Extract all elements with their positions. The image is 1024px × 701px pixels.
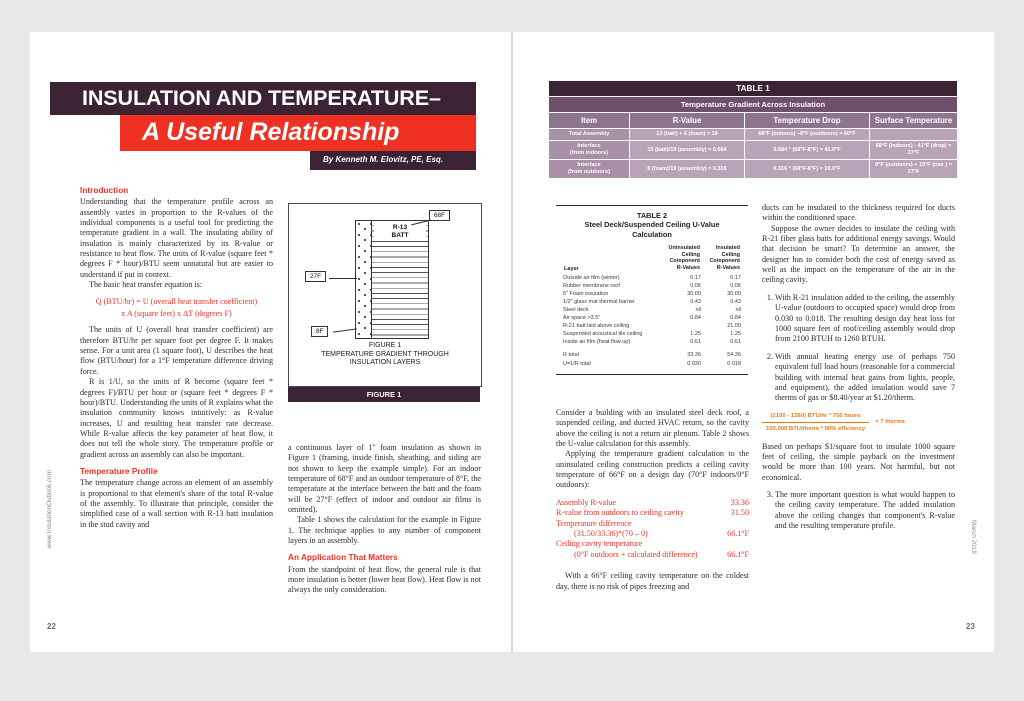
paragraph: The temperature change across an element of an assembly is proportional to that element's share of the total R-value of the assembly. To illustrate that principle, consider the simplified case of a wall section with R-13 batt insulation in the stud cavity and xyxy=(80,478,273,529)
table-2-cell-layer: 5" Foam insulation xyxy=(563,290,609,297)
figure-caption-line2: TEMPERATURE GRADIENT THROUGH xyxy=(321,350,449,358)
table-2-title xyxy=(563,211,741,239)
left-column-1 xyxy=(80,186,273,530)
table-2-total-uninsulated: 33.36 xyxy=(687,352,701,359)
equation-line-1: Q (BTU/hr) = U (overall heat transfer coefficient) xyxy=(95,297,258,307)
hdr-l1: Uninsulated xyxy=(668,245,700,252)
batt-label xyxy=(374,224,426,240)
paragraph: Understanding that the temperature profile across an assembly varies in proportion to the R-values of the individual components is a useful tool for predicting the temperature gradient in a wall. The insulating ability of insulation is mainly characterized by its R-value or resistance to heat flow. The units of R-value (square feet * degrees F * hour)/BTU seem unnatural but are easier to understand if put in context. xyxy=(80,197,273,279)
figure-caption-line3: INSULATION LAYERS xyxy=(349,359,421,367)
table-2-cell-insulated: 30.00 xyxy=(727,290,741,297)
table-2-total-uninsulated: 0.030 xyxy=(687,360,701,367)
fraction-stack xyxy=(762,411,869,435)
callout-8f: 8F xyxy=(311,326,328,337)
table-2-title-line1: TABLE 2 xyxy=(636,211,668,220)
page-gutter xyxy=(511,32,513,652)
calc-value: 31.50 xyxy=(730,508,749,518)
numbered-list xyxy=(762,293,955,404)
byline: By Kenneth M. Elovitz, PE, Esq. xyxy=(323,155,444,164)
figure-caption-line1: FIGURE 1 xyxy=(368,342,402,350)
table-row xyxy=(549,129,958,141)
table-2-total-label: U=1/R total xyxy=(563,360,591,367)
table-row xyxy=(563,298,741,306)
paragraph: From the standpoint of heat flow, the general rule is that more insulation is better (lower heat flow). Heat flow is not always the only consideration. xyxy=(288,564,481,595)
figure-caption xyxy=(289,342,481,368)
list-item: 1. With R-21 insulation added to the ceiling, the assembly U-value (outdoors to occupied space) would drop from 0.030 to 0.018. The resulting design day heat loss for 1000 square feet of roof/ceiling assembly would drop from 2100 BTUH to 1260 BTUH. xyxy=(775,293,955,345)
calc-row xyxy=(556,498,749,508)
table-row xyxy=(563,282,741,290)
byline-bar xyxy=(310,151,476,170)
table-1-cell-tempdrop: 0.684 * (68°F-8°F) = 41.0°F xyxy=(745,141,870,160)
table-1-row-label-l1: Interface xyxy=(577,143,601,149)
table-1-row-label-l1: Interface xyxy=(577,162,601,168)
ceiling-cavity-calculation xyxy=(556,498,749,560)
batt-label-line1: R-13 xyxy=(392,224,408,231)
calc-value: 66.1°F xyxy=(727,528,749,538)
table-2-cell-layer: Rubber membrane roof xyxy=(563,282,620,289)
table-1-cell-rvalue: 13 (batt) + 6 (foam) = 19 xyxy=(630,129,745,141)
table-1-cell-rvalue: 6 (foam)/19 (assembly) = 0.316 xyxy=(630,160,745,179)
table-2-col-insulated xyxy=(701,244,741,273)
table-2-cell-uninsulated: 0.06 xyxy=(690,282,701,289)
figure-1-bar xyxy=(288,387,480,402)
table-2-cell-uninsulated: nil xyxy=(695,307,701,314)
table-1-row-label-l2: (from outdoors) xyxy=(568,169,610,175)
table-2-cell-insulated: 0.84 xyxy=(730,315,741,322)
paragraph: The basic heat transfer equation is: xyxy=(89,280,203,290)
table-row xyxy=(563,244,741,273)
table-1-row-label xyxy=(549,160,630,179)
list-item: 3. The more important question is what would happen to the ceiling cavity temperature. The added insulation above the ceiling changes that component's R-value and the resulting temperature profile. xyxy=(775,490,955,532)
fraction-result: = 7 therms xyxy=(875,419,905,426)
table-1-subtitle: Temperature Gradient Across Insulation xyxy=(549,97,958,113)
calc-label: Assembly R-value xyxy=(556,497,617,507)
hdr-l2: Ceiling xyxy=(721,251,740,258)
title-bar-primary xyxy=(50,82,476,115)
paragraph: With a 66°F ceiling cavity temperature on the coldest day, there is no risk of pipes freezing and xyxy=(556,571,749,591)
batt-label-line2: BATT xyxy=(391,232,409,239)
table-row xyxy=(549,97,958,113)
leader-line-mid xyxy=(329,278,357,279)
table-1-cell-surfacetemp: 68°F (indoors) - 41°F (drop) = 27°F xyxy=(870,141,958,160)
paragraph: Suppose the owner decides to insulate the ceiling with R-21 fiber glass batts for additional energy savings. Would that decision be smart? To determine an answer, the designer has to consider both the cost of energy saved as well as the impact on the temperature of the air in the ceiling cavity. xyxy=(762,223,955,285)
calc-row xyxy=(556,519,749,529)
calc-row xyxy=(556,508,749,518)
table-1-cell-tempdrop: 68°F (indoors) –8°F (outdoors) = 60°F xyxy=(745,129,870,141)
table-row xyxy=(549,141,958,160)
calc-value: 33.36 xyxy=(730,497,749,507)
right-column-1 xyxy=(556,408,749,592)
therms-formula xyxy=(762,411,955,435)
paragraph: Based on perhaps $1/square foot to insulate 1000 square feet of ceiling, the simple payback on the investment would be more than 100 years. Not harmful, but not economical. xyxy=(762,441,955,482)
calc-label: R-value from outdoors to ceiling cavity xyxy=(556,508,684,518)
callout-68f: 68F xyxy=(429,210,450,221)
hdr-l2: Ceiling xyxy=(681,251,700,258)
table-2-col-uninsulated xyxy=(661,244,701,273)
paragraph: Applying the temperature gradient calculation to the uninsulated ceiling construction predicts a ceiling cavity temperature of 66°F on a design day (70°F indoors/0°F outdoors): xyxy=(556,449,749,490)
figure-1-box xyxy=(288,203,482,387)
table-2-cell-insulated: 0.61 xyxy=(730,339,741,346)
table-2-cell-layer: Air space >3.5" xyxy=(563,315,601,322)
calc-label: Temperature difference xyxy=(556,518,632,528)
table-row xyxy=(563,346,741,359)
callout-27f: 27F xyxy=(305,271,326,282)
calc-label: (0°F outdoors + calculated difference) xyxy=(574,549,698,559)
table-1-title: TABLE 1 xyxy=(549,81,958,97)
table-2-total-label: R total xyxy=(563,352,579,359)
paragraph: The units of U (overall heat transfer coefficient) are therefore BTU/hr per square foot per degree F. It makes sense. For a unit area (1 square foot), U describes the heat flow (BTU/hour) for a 1°F temperature difference driving force. xyxy=(80,325,273,376)
paragraph: a continuous layer of 1" foam insulation as shown in Figure 1 (framing, inside finish, sheathing, and siding are not shown to keep the example simple). For an indoor temperature of 68°F and an outdoor temperature of 8°F, the temperature at the interface between the batt and the foam will be 27°F (effect of indoor and outdoor air films is omitted). xyxy=(288,443,481,515)
left-page-sidebar-url: www.InsulationOutlook.com xyxy=(46,470,53,549)
fraction-numerator: (2100 - 1260) BTU/hr * 750 hours xyxy=(770,412,861,419)
calc-label: (31.50/33.36)*(70 – 0) xyxy=(574,528,648,538)
page-subtitle: A Useful Relationship xyxy=(142,118,400,146)
table-2-cell-uninsulated: 0.61 xyxy=(690,339,701,346)
table-2-box xyxy=(556,205,748,375)
table-2-cell-layer: Steel deck xyxy=(563,307,589,314)
table-1-cell-rvalue: 13 (batt)/19 (assembly) = 0.684 xyxy=(630,141,745,160)
table-2-cell-insulated: 0.17 xyxy=(730,274,741,281)
paragraph: Consider a building with an insulated steel deck roof, a suspended ceiling, and ducted HVAC return, so the cavity above the ceiling is not a return air plenum. Table 2 shows the U-value calculation for this assembly. xyxy=(556,408,749,449)
table-2-cell-insulated: 0.43 xyxy=(730,298,741,305)
equation-line-2: x A (square feet) x ΔT (degrees F) xyxy=(121,309,232,319)
table-1-cell-surfacetemp xyxy=(870,129,958,141)
table-1-cell-surfacetemp: 8°F (outdoors) + 19°F (rise ) = 27°F xyxy=(870,160,958,179)
table-row xyxy=(563,306,741,314)
table-2-total-insulated: 54.36 xyxy=(727,352,741,359)
foam-layer xyxy=(356,221,372,338)
table-1-row-label-l2: (from indoors) xyxy=(569,150,609,156)
paragraph: Table 1 shows the calculation for the example in Figure 1. The technique applies to any number of component layers in an assembly. xyxy=(288,515,481,546)
table-row xyxy=(549,81,958,97)
page-title: INSULATION AND TEMPERATURE– xyxy=(82,86,441,110)
calc-row xyxy=(556,539,749,549)
right-page-number: 23 xyxy=(966,622,975,631)
table-1-row-label: Total Assembly xyxy=(549,129,630,141)
table-2-cell-insulated: nil xyxy=(735,307,741,314)
table-2-cell-uninsulated: 30.00 xyxy=(687,290,701,297)
hdr-l4: R-Values xyxy=(716,265,740,271)
title-bar-secondary xyxy=(120,115,476,151)
calc-row xyxy=(556,529,749,539)
table-1 xyxy=(548,80,958,179)
table-2-cell-uninsulated: 1.25 xyxy=(690,331,701,338)
heading-introduction: Introduction xyxy=(80,186,129,195)
table-1-row-label xyxy=(549,141,630,160)
table-2-cell-uninsulated: 0.43 xyxy=(690,298,701,305)
heading-application: An Application That Matters xyxy=(288,553,398,563)
calc-value: 66.1°F xyxy=(727,549,749,559)
left-page-number: 22 xyxy=(47,622,56,631)
table-1-col-surfacetemp: Surface Temperature xyxy=(870,113,958,129)
hdr-l3: Component xyxy=(709,258,740,265)
table-row xyxy=(563,290,741,298)
hdr-l3: Component xyxy=(669,258,700,265)
leader-line-bottom xyxy=(333,328,357,332)
table-2-cell-uninsulated xyxy=(661,322,701,330)
numbered-list-continued xyxy=(762,490,955,532)
table-2-cell-insulated: 1.25 xyxy=(730,331,741,338)
table-2-cell-layer: R-21 batt laid above ceiling xyxy=(563,323,630,330)
table-row xyxy=(549,113,958,129)
table-2-cell-layer: Suspended acoustical tile ceiling xyxy=(563,331,643,338)
calc-row xyxy=(556,550,749,560)
table-2-title-line2: Steel Deck/Suspended Ceiling U-Value xyxy=(584,220,720,230)
calc-label: Ceiling cavity temperature xyxy=(556,539,643,549)
table-row xyxy=(563,359,741,367)
table-2-cell-layer: Inside air film (heat flow up) xyxy=(563,339,631,346)
table-row xyxy=(563,274,741,282)
left-column-2 xyxy=(288,443,481,596)
wall-section-diagram xyxy=(355,220,429,339)
table-2-col-layer: Layer xyxy=(564,265,579,272)
fraction-denominator: 100,000 BTU/therm * 90% efficiency xyxy=(762,422,869,434)
right-column-2 xyxy=(762,203,955,539)
table-1-col-tempdrop: Temperature Drop xyxy=(745,113,870,129)
table-1-col-rvalue: R-Value xyxy=(630,113,745,129)
paragraph: R is 1/U, so the units of R become (square feet * degrees F)/BTU per hour or (square feet * degrees F * hour)/BTU. Understanding the units of R explains what the insulation community knows intuitively: as R-value increases, U and resulting heat transfer rate decrease. While R-value affects the key parameter of heat flow, it does not tell the whole story. The temperature profile or gradient across an assembly can also be important. xyxy=(80,377,273,459)
table-2-cell-insulated: 0.06 xyxy=(730,282,741,289)
table-2-cell-uninsulated: 0.17 xyxy=(690,274,701,281)
heading-temperature-profile: Temperature Profile xyxy=(80,466,158,476)
right-page-sidebar-date: March 2019 xyxy=(970,520,977,554)
table-row xyxy=(563,330,741,338)
table-2-cell-insulated: 21.00 xyxy=(727,323,741,330)
hdr-l4: R-Values xyxy=(676,265,700,271)
table-1-col-item: Item xyxy=(549,113,630,129)
table-1-cell-tempdrop: 0.316 * (68°F-8°F) = 19.0°F xyxy=(745,160,870,179)
table-row xyxy=(549,160,958,179)
figure-1-bar-label: FIGURE 1 xyxy=(366,390,402,399)
hdr-l1: Insulated xyxy=(715,245,740,252)
table-2-cell-uninsulated: 0.84 xyxy=(690,315,701,322)
table-2-cell-layer: 1/2" glass mat thermal barrier xyxy=(563,298,635,305)
list-item: 2. With annual heating energy use of perhaps 750 equivalent full load hours (reasonable for a commercial building with internal heat gains from lights, people, and equipment), the added insulation would save 7 therms of gas or $8.40/year at $1.20/therm. xyxy=(775,352,955,404)
paragraph: ducts can be insulated to the thickness required for ducts within the conditioned space. xyxy=(762,203,955,223)
table-row xyxy=(563,322,741,330)
table-row xyxy=(563,314,741,322)
masthead xyxy=(50,82,476,170)
table-2-cell-layer: Outside air film (winter) xyxy=(563,274,620,281)
table-2-total-insulated: 0.018 xyxy=(727,360,741,367)
table-2 xyxy=(563,244,741,367)
table-2-title-line3: Calculation xyxy=(632,229,672,239)
table-row xyxy=(563,338,741,346)
